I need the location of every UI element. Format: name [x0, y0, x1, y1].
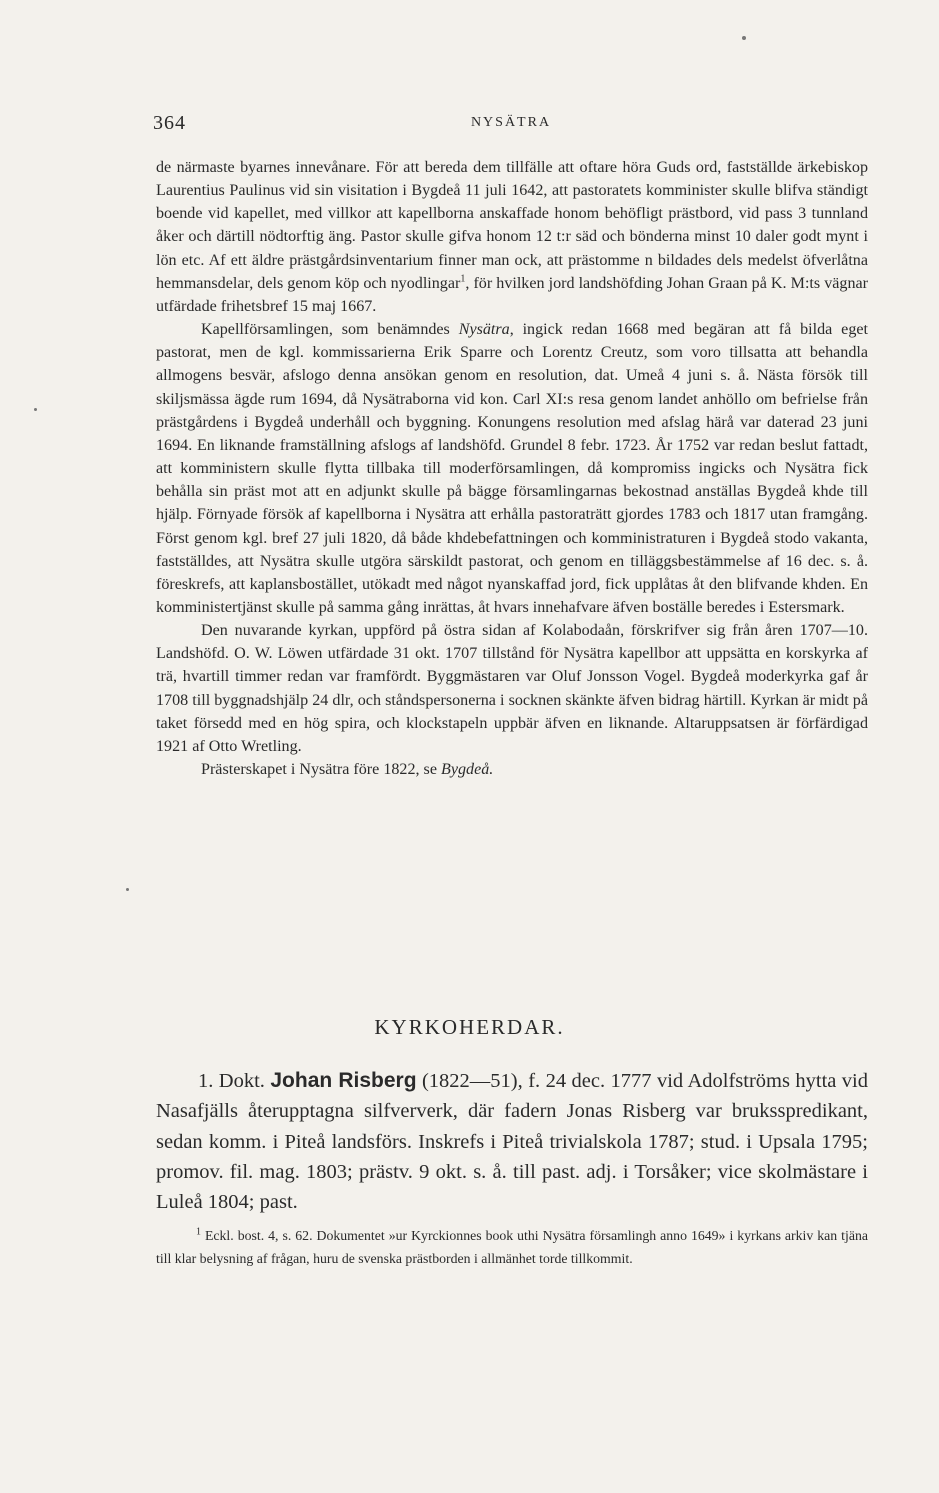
page-number: 364	[153, 112, 186, 134]
page-header	[153, 112, 869, 136]
paragraph-2: Kapellförsamlingen, som benämndes Nysätra, ingick redan 1668 med begäran att få bilda eget pastorat, men de kgl. kommissarierna Erik Sparre och Lorentz Creutz, som voro tillsatta att behandla allmogens besvär, afslogo denna ansökan genom en resolution, dat. Umeå 4 juni s. å. Nästa försök till skiljsmässa ägde rum 1694, då Nysätraborna vid kon. Carl XI:s resa genom landet anhöllo om befrielse från prästgårdens i Bygdeå underhåll och byggning. Konungens resolution med afslag härå var daterad 23 juni 1694. En liknande framställning afslogs af landshöfd. Grundel 8 febr. 1723. År 1752 var redan beslut fattadt, att komministern skulle flytta tillbaka till moderförsamlingen, då kompromiss ingicks och Nysätra fick behålla sin präst mot att en adjunkt skulle på bägge församlingarnas bekostnad anställas Bygdeå khde till hjälp. Förnyade försök af kapellborna i Nysätra att erhålla pastoraträtt gjordes 1783 och 1817 utan framgång. Först genom kgl. bref 27 juli 1820, då både khdebefattningen och komministraturen i Bygdeå stodo vakanta, fastställdes, att Nysätra skulle utgöra särskildt pastorat, och genom en tilläggsbestämmelse af 16 dec. s. å. föreskrefs, att kaplansbostället, utökadt med något nyanskaffad jord, fick upplåtas åt den blifvande khden. En komministertjänst skulle på samma gång inrättas, åt hvars innehafvare äfven boställe beredes i Estersmark.	[156, 321, 868, 616]
paper-speck	[34, 408, 37, 411]
section-heading: KYRKOHERDAR.	[374, 1015, 565, 1039]
paragraph-1: de närmaste byarnes innevånare. För att bereda dem tillfälle att oftare höra Guds ord, fastställde ärkebiskop Laurentius Paulinus vid sin visitation i Bygdeå 11 juli 1642, att pastoratets komminister skulle blifva ständigt boende vid kapellet, med villkor att kapellborna anskaffade honom behöfligt prästbord, vid pass 3 tunnland åker och därtill nödtorftig äng. Pastor skulle gifva honom 12 t:r säd och bönderna minst 10 daler godt mynt i lön etc. Af ett äldre prästgårdsinventarium finner man ock, att prästomme n bildades dels medelst öfverlåtna hemmansdelar, dels genom köp och nyodlingar$^1$, för hvilken jord landshöfding Johan Graan på K. M:ts vägnar utfärdade frihetsbref 15 maj 1667.	[156, 159, 868, 315]
paragraph-4: Prästerskapet i Nysätra före 1822, se Bygdeå.	[201, 761, 494, 779]
body-text	[156, 156, 868, 781]
footnote-marker: 1	[460, 273, 466, 285]
person-name: Johan Risberg	[270, 1069, 417, 1092]
footnote: $^1$ Eckl. bost. 4, s. 62. Dokumentet »ur Kyrckionnes book uthi Nysätra församlingh anno 1649» i kyrkans arkiv kan tjäna till klar belysning af frågan, huru de svenska prästborden i allmänhet torde tillkommit.	[156, 1226, 868, 1266]
paper-speck	[126, 888, 129, 891]
paper-speck	[742, 36, 746, 40]
footnote-number: 1	[196, 1226, 201, 1238]
paragraph-3: Den nuvarande kyrkan, uppförd på östra sidan af Kolabodaån, förskrifver sig från åren 1707—10. Landshöfd. O. W. Löwen utfärdade 31 okt. 1707 tillstånd för Nysätra kapellbor att uppsätta en korskyrka af trä, hvartill timmer redan var framfördt. Byggmästaren var Oluf Jonsson Vogel. Bygdeå moderkyrka gaf år 1708 till byggnadshjälp 24 dlr, och ståndspersonerna i socknen skänkte äfven bidrag härtill. Kyrkan är midt på taket försedd med en hög spira, och klockstapeln uppbär äfven en liknande. Altaruppsatsen är förfärdigad 1921 af Otto Wretling.	[156, 622, 868, 755]
biography-entry: 1. Dokt. Johan Risberg (1822—51), f. 24 dec. 1777 vid Adolfströms hytta vid Nasafjälls återupptagna silfververk, där fadern Jonas Risberg var bruksspredikant, sedan komm. i Piteå landsförs. Inskrefs i Piteå trivialskola 1787; stud. i Upsala 1795; promov. fil. mag. 1803; prästv. 9 okt. s. å. till past. adj. i Torsåker; vice skolmästare i Luleå 1804; past.	[156, 1069, 868, 1214]
running-title: NYSÄTRA	[470, 115, 552, 130]
